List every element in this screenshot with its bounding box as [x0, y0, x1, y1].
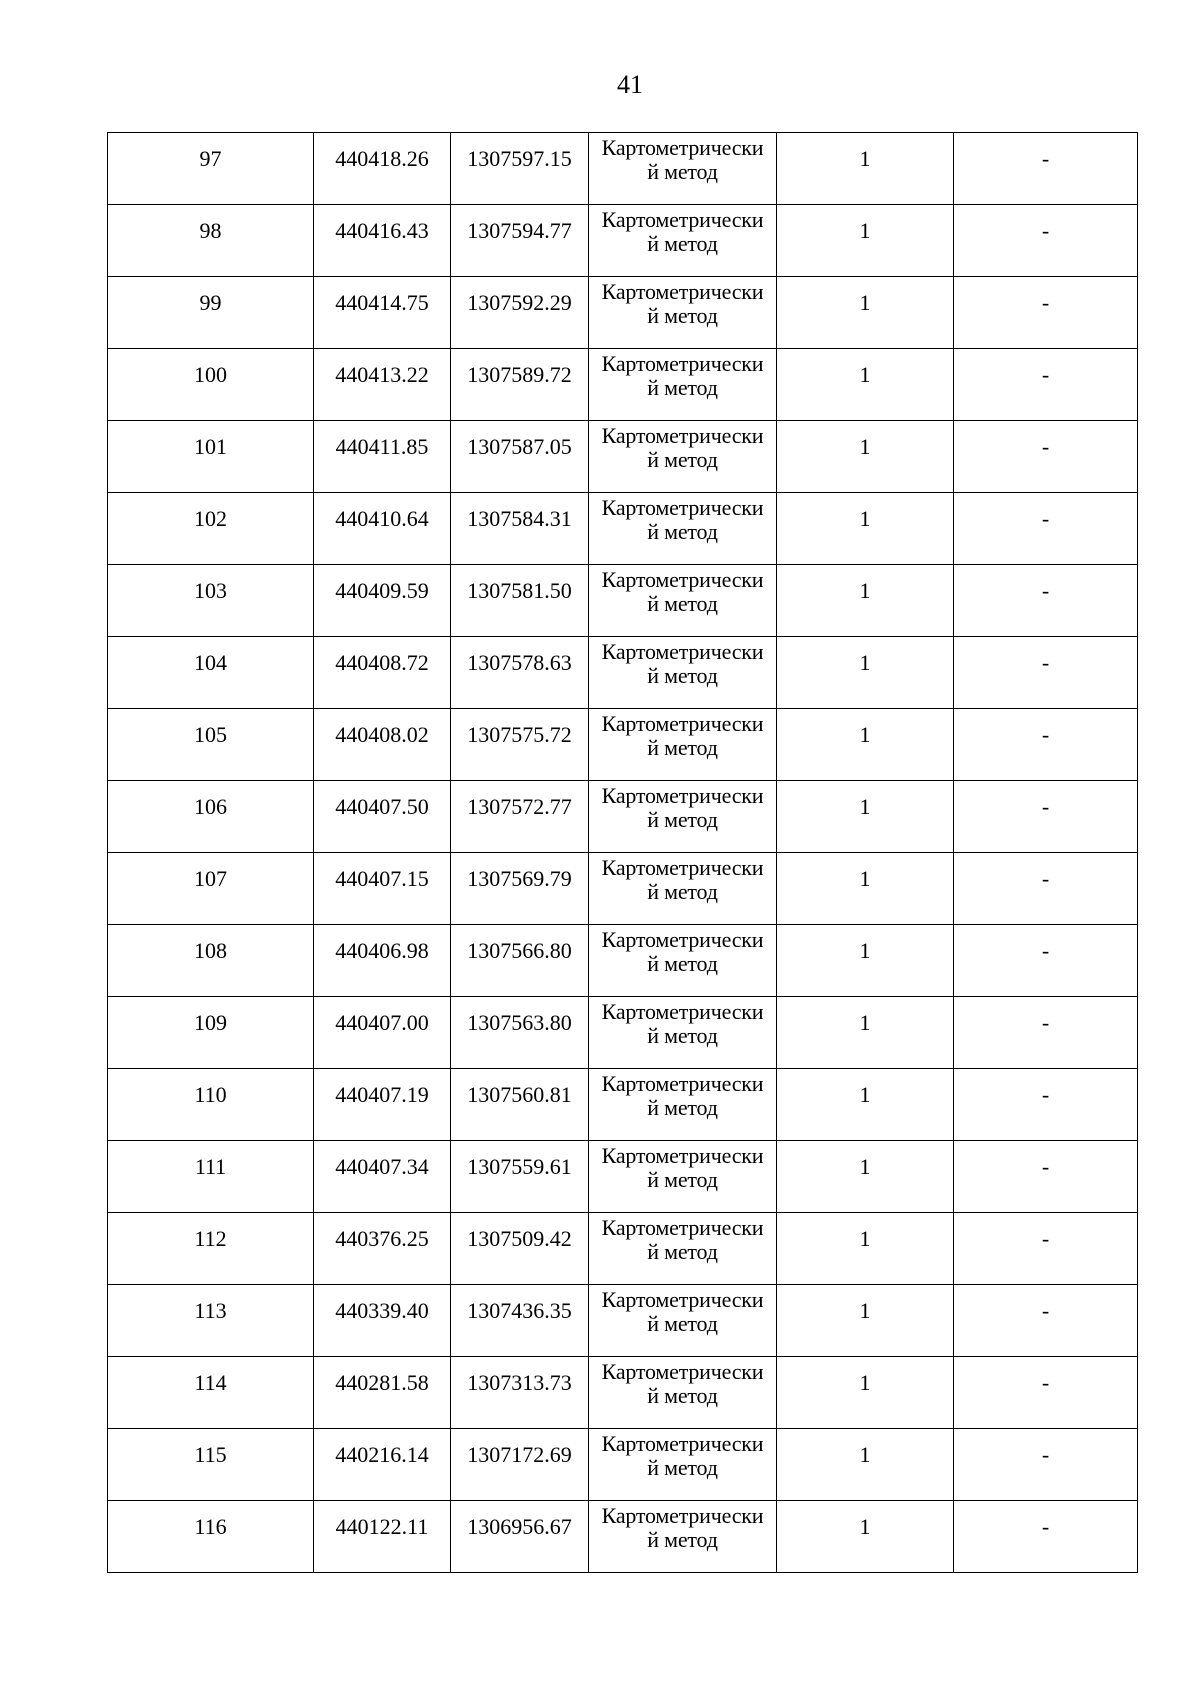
method-cell: Картометрически й метод — [589, 853, 777, 925]
x-coordinate-cell: 440339.40 — [314, 1285, 451, 1357]
point-number-cell: 97 — [108, 133, 314, 205]
description-cell: - — [954, 565, 1138, 637]
point-number-cell: 102 — [108, 493, 314, 565]
description-cell: - — [954, 349, 1138, 421]
accuracy-cell: 1 — [777, 565, 954, 637]
y-coordinate-cell: 1307436.35 — [451, 1285, 589, 1357]
y-coordinate-cell: 1307587.05 — [451, 421, 589, 493]
method-cell: Картометрически й метод — [589, 565, 777, 637]
accuracy-cell: 1 — [777, 349, 954, 421]
table-row — [108, 1141, 1138, 1213]
method-cell: Картометрически й метод — [589, 709, 777, 781]
table-row — [108, 1069, 1138, 1141]
point-number-cell: 109 — [108, 997, 314, 1069]
table-row — [108, 1501, 1138, 1573]
x-coordinate-cell: 440418.26 — [314, 133, 451, 205]
x-coordinate-cell: 440409.59 — [314, 565, 451, 637]
x-coordinate-cell: 440414.75 — [314, 277, 451, 349]
accuracy-cell: 1 — [777, 1429, 954, 1501]
accuracy-cell: 1 — [777, 1501, 954, 1573]
accuracy-cell: 1 — [777, 1213, 954, 1285]
description-cell: - — [954, 133, 1138, 205]
accuracy-cell: 1 — [777, 1285, 954, 1357]
point-number-cell: 113 — [108, 1285, 314, 1357]
description-cell: - — [954, 925, 1138, 997]
description-cell: - — [954, 997, 1138, 1069]
method-cell: Картометрически й метод — [589, 493, 777, 565]
x-coordinate-cell: 440407.19 — [314, 1069, 451, 1141]
method-cell: Картометрически й метод — [589, 133, 777, 205]
method-cell: Картометрически й метод — [589, 1069, 777, 1141]
y-coordinate-cell: 1307509.42 — [451, 1213, 589, 1285]
accuracy-cell: 1 — [777, 277, 954, 349]
method-cell: Картометрически й метод — [589, 925, 777, 997]
table-row — [108, 493, 1138, 565]
description-cell: - — [954, 1429, 1138, 1501]
accuracy-cell: 1 — [777, 925, 954, 997]
y-coordinate-cell: 1307569.79 — [451, 853, 589, 925]
description-cell: - — [954, 1213, 1138, 1285]
accuracy-cell: 1 — [777, 205, 954, 277]
table-row — [108, 1429, 1138, 1501]
method-cell: Картометрически й метод — [589, 637, 777, 709]
description-cell: - — [954, 1141, 1138, 1213]
method-cell: Картометрически й метод — [589, 277, 777, 349]
point-number-cell: 106 — [108, 781, 314, 853]
x-coordinate-cell: 440281.58 — [314, 1357, 451, 1429]
accuracy-cell: 1 — [777, 133, 954, 205]
accuracy-cell: 1 — [777, 637, 954, 709]
description-cell: - — [954, 1357, 1138, 1429]
x-coordinate-cell: 440406.98 — [314, 925, 451, 997]
method-cell: Картометрически й метод — [589, 1429, 777, 1501]
description-cell: - — [954, 277, 1138, 349]
y-coordinate-cell: 1307572.77 — [451, 781, 589, 853]
y-coordinate-cell: 1307589.72 — [451, 349, 589, 421]
description-cell: - — [954, 1069, 1138, 1141]
description-cell: - — [954, 493, 1138, 565]
point-number-cell: 112 — [108, 1213, 314, 1285]
point-number-cell: 114 — [108, 1357, 314, 1429]
table-row — [108, 133, 1138, 205]
x-coordinate-cell: 440416.43 — [314, 205, 451, 277]
point-number-cell: 98 — [108, 205, 314, 277]
point-number-cell: 100 — [108, 349, 314, 421]
point-number-cell: 99 — [108, 277, 314, 349]
point-number-cell: 116 — [108, 1501, 314, 1573]
y-coordinate-cell: 1307594.77 — [451, 205, 589, 277]
accuracy-cell: 1 — [777, 493, 954, 565]
point-number-cell: 110 — [108, 1069, 314, 1141]
table-row — [108, 277, 1138, 349]
accuracy-cell: 1 — [777, 709, 954, 781]
accuracy-cell: 1 — [777, 1357, 954, 1429]
point-number-cell: 103 — [108, 565, 314, 637]
x-coordinate-cell: 440408.02 — [314, 709, 451, 781]
y-coordinate-cell: 1307584.31 — [451, 493, 589, 565]
y-coordinate-cell: 1307566.80 — [451, 925, 589, 997]
x-coordinate-cell: 440407.50 — [314, 781, 451, 853]
method-cell: Картометрически й метод — [589, 349, 777, 421]
x-coordinate-cell: 440122.11 — [314, 1501, 451, 1573]
table-row — [108, 1285, 1138, 1357]
table-row — [108, 1213, 1138, 1285]
point-number-cell: 101 — [108, 421, 314, 493]
description-cell: - — [954, 1285, 1138, 1357]
x-coordinate-cell: 440413.22 — [314, 349, 451, 421]
method-cell: Картометрически й метод — [589, 1357, 777, 1429]
method-cell: Картометрически й метод — [589, 1213, 777, 1285]
table-row — [108, 853, 1138, 925]
point-number-cell: 107 — [108, 853, 314, 925]
description-cell: - — [954, 781, 1138, 853]
description-cell: - — [954, 637, 1138, 709]
method-cell: Картометрически й метод — [589, 1285, 777, 1357]
method-cell: Картометрически й метод — [589, 205, 777, 277]
table-row — [108, 565, 1138, 637]
x-coordinate-cell: 440408.72 — [314, 637, 451, 709]
x-coordinate-cell: 440376.25 — [314, 1213, 451, 1285]
accuracy-cell: 1 — [777, 421, 954, 493]
y-coordinate-cell: 1307578.63 — [451, 637, 589, 709]
accuracy-cell: 1 — [777, 781, 954, 853]
method-cell: Картометрически й метод — [589, 421, 777, 493]
method-cell: Картометрически й метод — [589, 1501, 777, 1573]
y-coordinate-cell: 1307575.72 — [451, 709, 589, 781]
method-cell: Картометрически й метод — [589, 781, 777, 853]
coordinates-table — [107, 132, 1138, 1573]
description-cell: - — [954, 421, 1138, 493]
y-coordinate-cell: 1307172.69 — [451, 1429, 589, 1501]
method-cell: Картометрически й метод — [589, 997, 777, 1069]
description-cell: - — [954, 709, 1138, 781]
x-coordinate-cell: 440216.14 — [314, 1429, 451, 1501]
description-cell: - — [954, 853, 1138, 925]
description-cell: - — [954, 1501, 1138, 1573]
x-coordinate-cell: 440410.64 — [314, 493, 451, 565]
accuracy-cell: 1 — [777, 997, 954, 1069]
x-coordinate-cell: 440407.00 — [314, 997, 451, 1069]
y-coordinate-cell: 1307592.29 — [451, 277, 589, 349]
y-coordinate-cell: 1307559.61 — [451, 1141, 589, 1213]
y-coordinate-cell: 1307563.80 — [451, 997, 589, 1069]
accuracy-cell: 1 — [777, 853, 954, 925]
accuracy-cell: 1 — [777, 1141, 954, 1213]
method-cell: Картометрически й метод — [589, 1141, 777, 1213]
y-coordinate-cell: 1307560.81 — [451, 1069, 589, 1141]
table-row — [108, 421, 1138, 493]
description-cell: - — [954, 205, 1138, 277]
point-number-cell: 108 — [108, 925, 314, 997]
table-row — [108, 205, 1138, 277]
point-number-cell: 115 — [108, 1429, 314, 1501]
y-coordinate-cell: 1307597.15 — [451, 133, 589, 205]
coordinates-table-body — [108, 133, 1138, 1573]
table-row — [108, 925, 1138, 997]
x-coordinate-cell: 440407.34 — [314, 1141, 451, 1213]
page-number: 41 — [617, 70, 643, 99]
y-coordinate-cell: 1306956.67 — [451, 1501, 589, 1573]
table-row — [108, 637, 1138, 709]
point-number-cell: 111 — [108, 1141, 314, 1213]
point-number-cell: 105 — [108, 709, 314, 781]
x-coordinate-cell: 440407.15 — [314, 853, 451, 925]
table-row — [108, 709, 1138, 781]
x-coordinate-cell: 440411.85 — [314, 421, 451, 493]
y-coordinate-cell: 1307581.50 — [451, 565, 589, 637]
accuracy-cell: 1 — [777, 1069, 954, 1141]
table-row — [108, 1357, 1138, 1429]
table-row — [108, 997, 1138, 1069]
point-number-cell: 104 — [108, 637, 314, 709]
table-row — [108, 781, 1138, 853]
y-coordinate-cell: 1307313.73 — [451, 1357, 589, 1429]
table-row — [108, 349, 1138, 421]
